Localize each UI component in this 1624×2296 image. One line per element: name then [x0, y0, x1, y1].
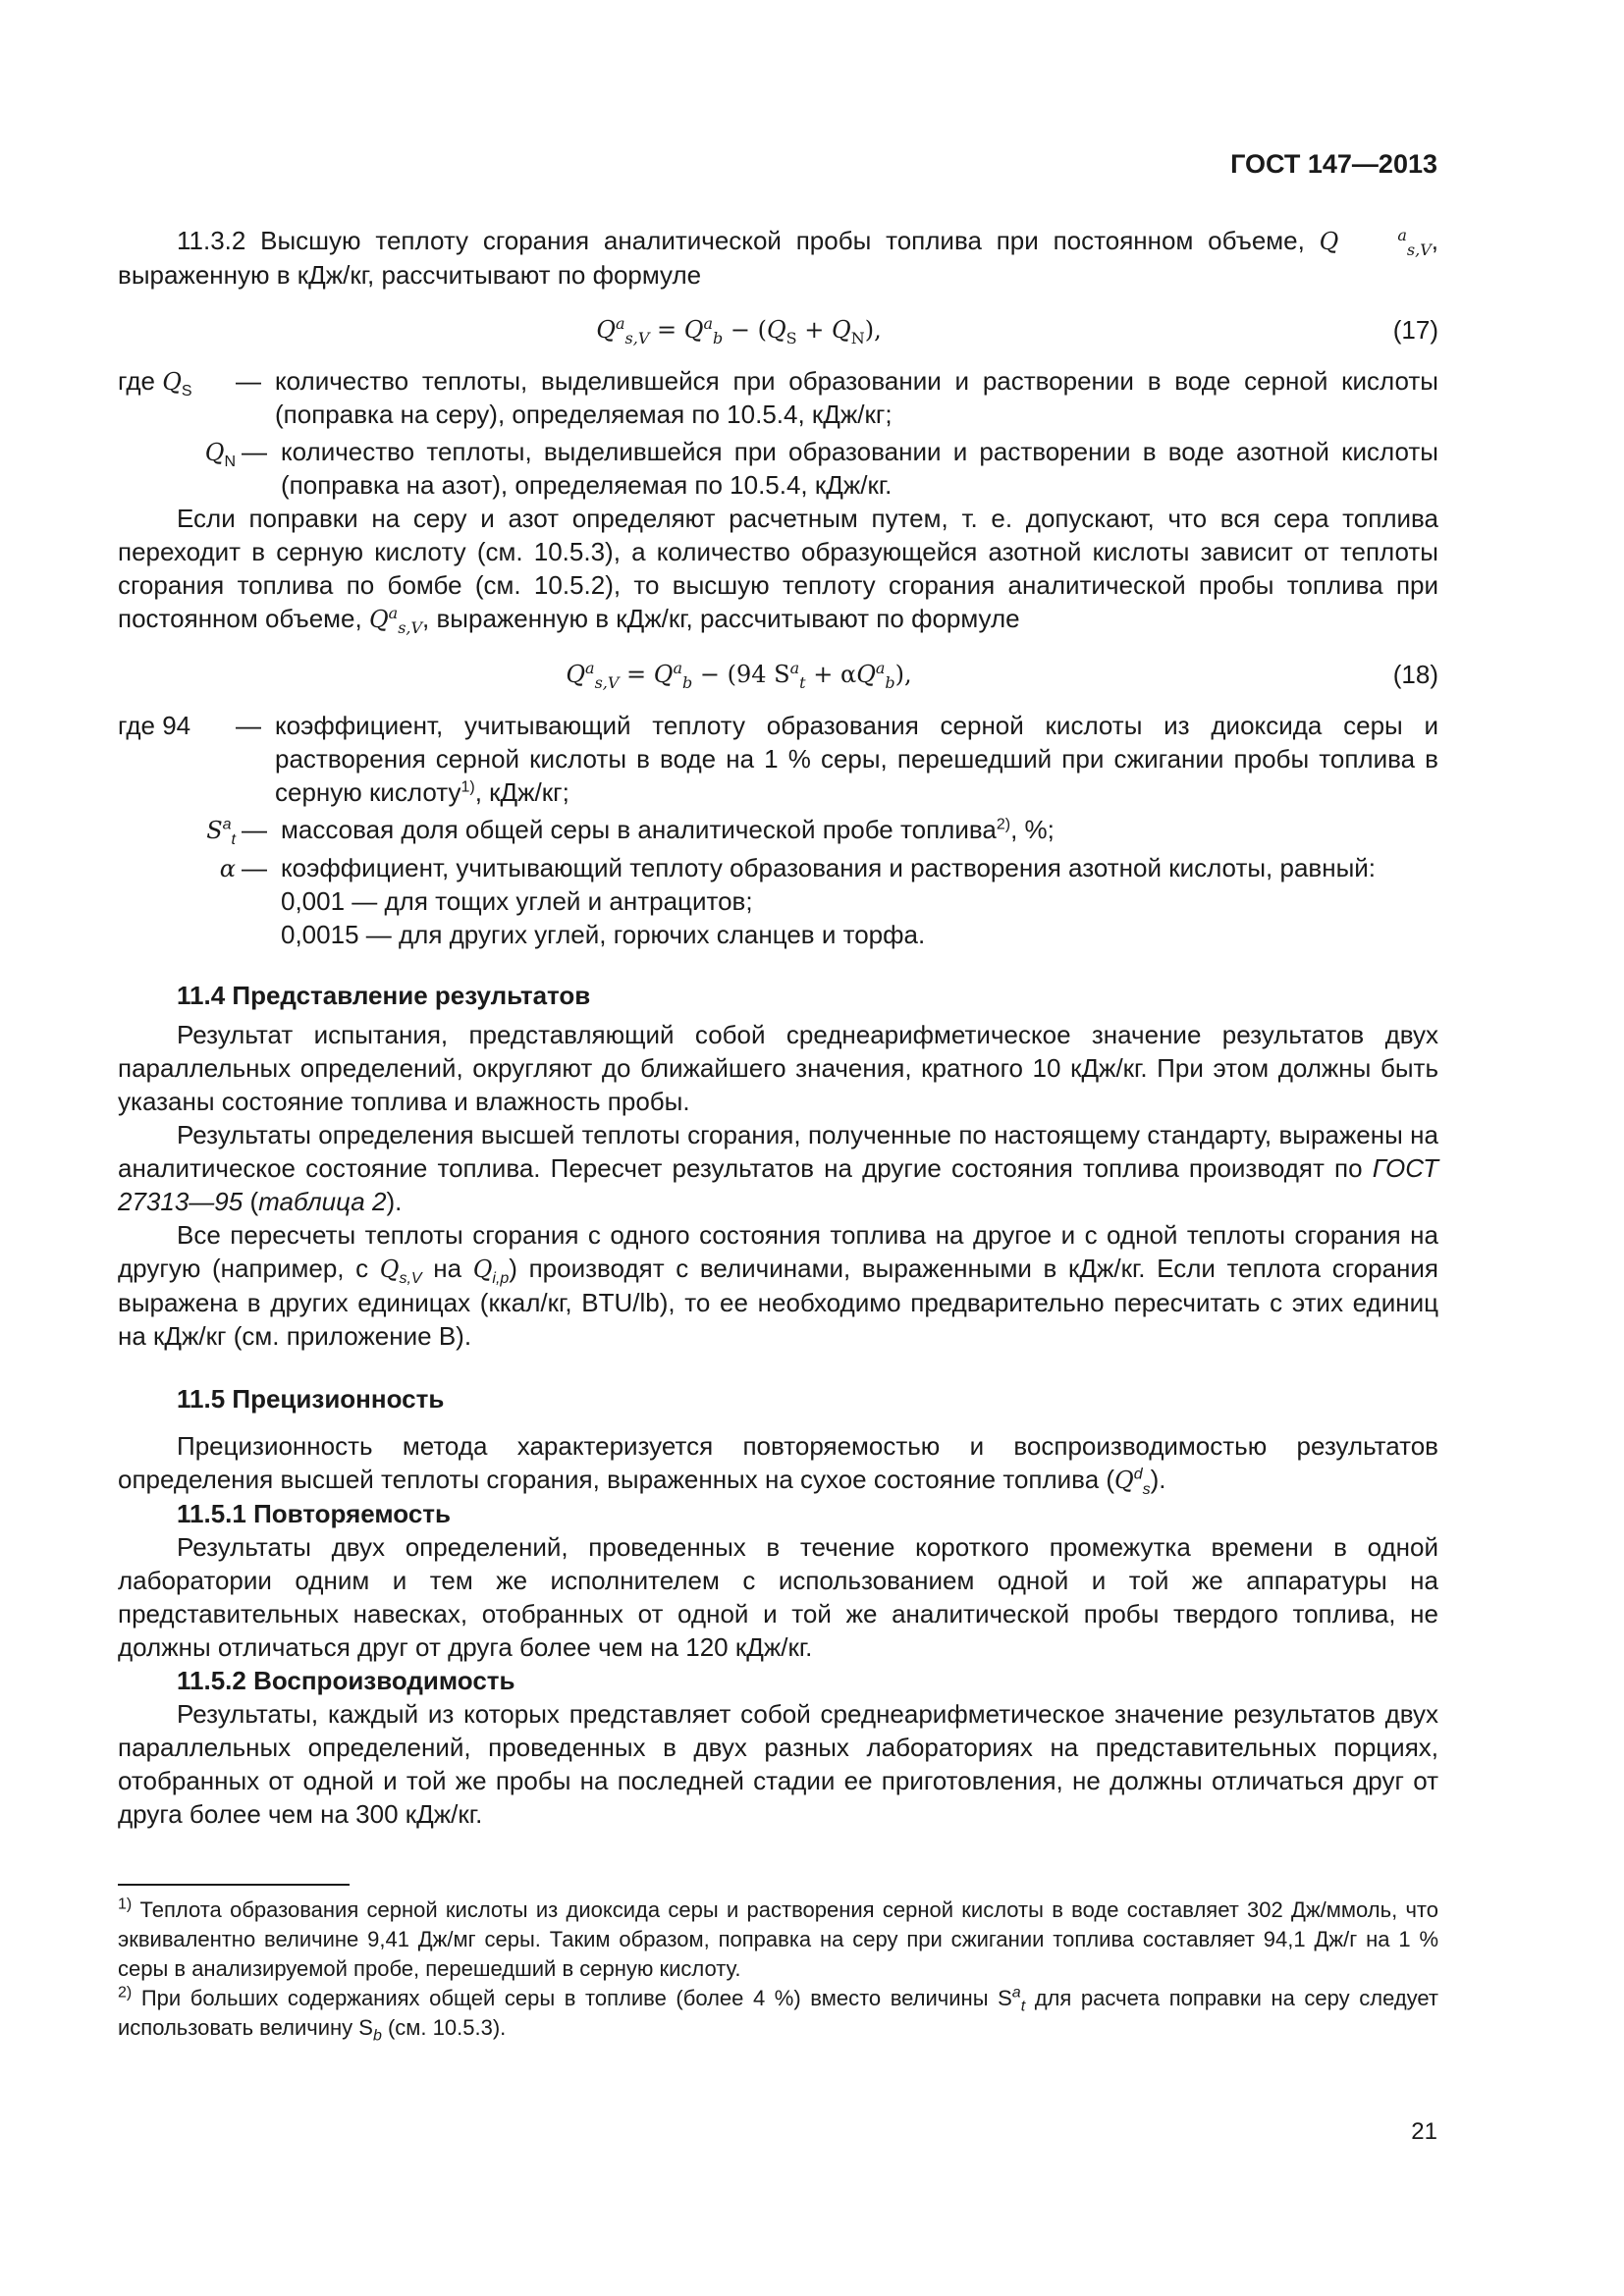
subsection-title-11-5-2: 11.5.2 Воспроизводимость — [177, 1666, 515, 1695]
footnote-1: $^{1)}$ Теплота образования серной кислоты из диоксида серы и растворения серной кислоты в воде составляет 302 Дж/ммоль, что эквивалентно величине 9,41 Дж/мг серы. Таким образом, поправка на серу при сжигании топлива составляет 94,1 Дж/г на 1 % серы в анализируемой пробе, перешедший в серную кислоту. — [118, 1896, 1438, 1981]
document-header: ГОСТ 147—2013 — [1230, 149, 1437, 179]
paragraph-11-5-1: Результаты двух определений, проведенных в течение короткого промежутка времени в одной лаборатории одним и тем же исполнителем с использованием одной и той же аппаратуры на представительных навесках, отобранных от одной и той же аналитической пробы твердого топлива, не должны отличаться друг от друга более чем на 120 кДж/кг. — [118, 1532, 1438, 1662]
where-qs: где $Q_S$ — количество теплоты, выделившейся при образовании и растворении в воде серной кислоты (поправка на серу), определяемая по 10.5.4, кДж/кг; — [118, 366, 1438, 429]
where-94: где 94 — коэффициент, учитывающий теплоту образования серной кислоты из диоксида серы и растворения серной кислоты в воде на 1 % серы, перешедший при сжигании пробы топлива в серную кислоту$^{1)}$, кДж/кг; — [118, 711, 1438, 807]
formula-18-line — [118, 650, 1438, 699]
paragraph-11-5-2: Результаты, каждый из которых представляет собой среднеарифметическое значение результатов двух параллельных определений, проведенных в двух разных лабораториях на представительных порциях, отобранных от одной и той же пробы на последней стадии ее приготовления, не должны отличаться друг от друга более чем на 300 кДж/кг. — [118, 1699, 1438, 1829]
symbol-q-sv-a: $Q^a_{s,V}$ — [368, 604, 423, 637]
formula-17: $Q^a_{s,V} = Q^a_b - (Q_S + Q_N)$, — [596, 314, 882, 347]
subsection-title-11-5-1: 11.5.1 Повторяемость — [177, 1499, 451, 1528]
section-title-11-5: 11.5 Прецизионность — [177, 1384, 445, 1414]
equation-number-17: (17) — [1392, 315, 1438, 345]
footnote-divider — [118, 1884, 350, 1886]
section-title-11-4: 11.4 Представление результатов — [177, 981, 591, 1010]
where-qn: $Q_N$ — количество теплоты, выделившейся при образовании и растворении в воде азотной кислоты (поправка на азот), определяемая по 10.5.4, кДж/кг. — [204, 437, 1438, 500]
equation-number-18: (18) — [1392, 660, 1438, 689]
paragraph-11-4-2: Результаты определения высшей теплоты сгорания, полученные по настоящему стандарту, выражены на аналитическое состояние топлива. Пересчет результатов на другие состояния топлива производят по ГОСТ 27313—95 (таблица 2). — [118, 1120, 1438, 1216]
symbol-q-sv-a: Q $^a_{s,V}$ — [1319, 226, 1432, 259]
alpha-value-1: 0,001 — для тощих углей и антрацитов; — [281, 886, 753, 916]
footnote-ref-1[interactable]: 1) — [460, 778, 475, 796]
formula-18: $Q^a_{s,V} = Q^a_b - (94$ $S^a_t + \alpha Q^a_b$), — [566, 659, 912, 692]
paragraph-11-5: Прецизионность метода характеризуется повторяемостью и воспроизводимостью результатов определения высшей теплоты сгорания, выраженных на сухое состояние топлива $(Q^d_s)$. — [118, 1431, 1438, 1499]
reference-gost-27313: ГОСТ 27313—95 — [118, 1153, 1438, 1216]
footnote-2: $^{2)}$ При больших содержаниях общей серы в топливе (более 4 %) вместо величины $S^a_t$ для расчета поправки на серу следует использовать величину $S_b$ (см. 10.5.3). — [118, 1984, 1438, 2045]
paragraph-11-4-1: Результат испытания, представляющий собой среднеарифметическое значение результатов двух параллельных определений, округляют до ближайшего значения, кратного 10 кДж/кг. При этом должны быть указаны состояние топлива и влажность пробы. — [118, 1020, 1438, 1116]
page-number: 21 — [1411, 2118, 1437, 2145]
paragraph-11-3-2: 11.3.2 Высшую теплоту сгорания аналитической пробы топлива при постоянном объеме, Q $^a_{s,V}$, выраженную в кДж/кг, рассчитывают по формуле — [118, 226, 1438, 290]
where-alpha: α — коэффициент, учитывающий теплоту образования и растворения азотной кислоты, равный: 0,001 — для тощих углей и антрацитов; 0,0015 — для других углей, горючих сланцев и торфа. — [118, 851, 1438, 951]
paragraph-calc: Если поправки на серу и азот определяют расчетным путем, т. е. допускают, что вся сера топлива переходит в серную кислоту (см. 10.5.3), а количество образующейся азотной кислоты зависит от теплоты сгорания топлива по бомбе (см. 10.5.2), то высшую теплоту сгорания аналитической пробы топлива при постоянном объеме, $Q^a_{s,V}$, выраженную в кДж/кг, рассчитывают по формуле — [118, 504, 1438, 637]
footnote-ref-2[interactable]: 2) — [996, 816, 1011, 833]
formula-17-line — [118, 305, 1438, 354]
where-st: $S^a_t$ — массовая доля общей серы в аналитической пробе топлива$^{2)}$, %; — [206, 815, 1055, 849]
alpha-value-2: 0,0015 — для других углей, горючих сланцев и торфа. — [281, 920, 926, 949]
paragraph-11-4-3: Все пересчеты теплоты сгорания с одного состояния топлива на другое и с одной теплоты сгорания на другую (например, с $Q_{s,V}$ на $Q_{i,p}$) производят с величинами, выраженными в кДж/кг. Если теплота сгорания выражена в других единицах (ккал/кг, BTU/lb), то ее необходимо предварительно пересчитать с этих единиц на кДж/кг (см. приложение В). — [118, 1220, 1438, 1351]
page-content — [118, 224, 1438, 2043]
